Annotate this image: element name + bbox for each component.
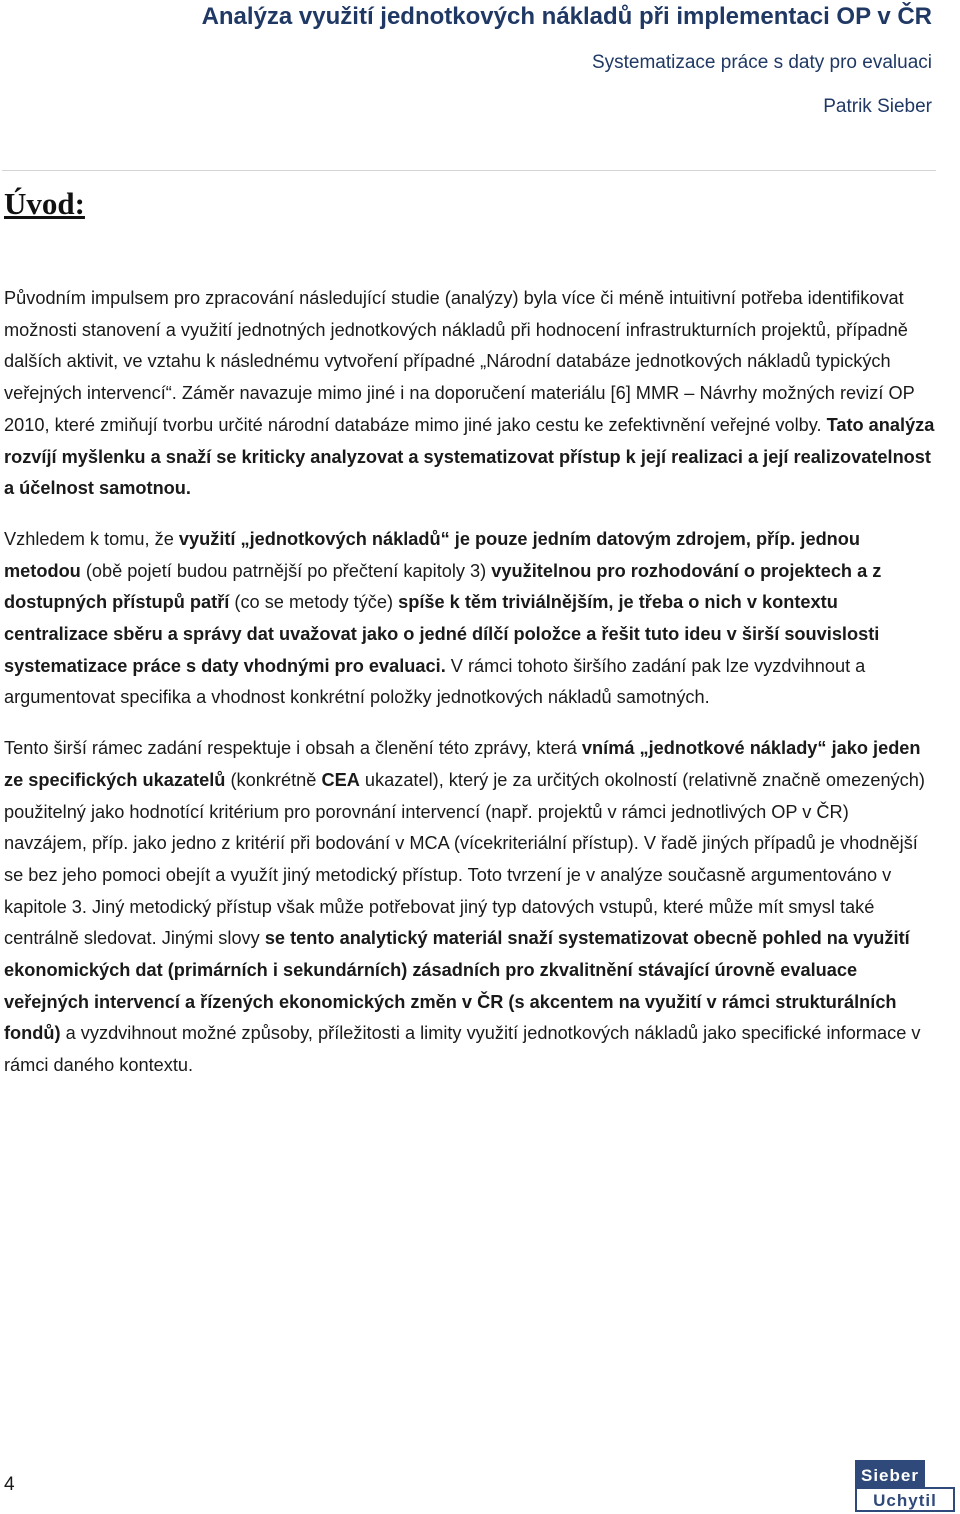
page-number: 4 xyxy=(4,1474,15,1495)
paragraph-2-text-d: V rámci tohoto širšího zadání pak lze vyzdvihnout a argumentovat specifika a vhodnost konkrétní položky jednotkových nákladů samotných. xyxy=(4,655,866,708)
logo-line-2: Uchytil xyxy=(873,1491,937,1510)
paragraph-3-text-a: Tento širší rámec zadání respektuje i obsah a členění této zprávy, která xyxy=(4,738,582,759)
paragraph-2-bold-a: využití „jednotkových nákladů“ je pouze jedním datovým zdrojem, příp. jednou metodou xyxy=(4,528,861,581)
paragraph-2-text-a: Vzhledem k tomu, že xyxy=(4,528,179,549)
header-divider xyxy=(2,170,936,171)
paragraph-2-text-b: (obě pojetí budou patrnější po přečtení kapitoly 3) xyxy=(80,560,492,581)
paragraph-3-text-b: (konkrétně xyxy=(225,769,322,790)
paragraph-3 xyxy=(4,733,936,1082)
logo-line-1: Sieber xyxy=(861,1466,919,1485)
paragraph-2 xyxy=(4,524,936,714)
paragraph-1-bold: Tato analýza rozvíjí myšlenku a snaží se kriticky analyzovat a systematizovat přístup k její realizaci a její realizovatelnost a účelnost samotnou. xyxy=(4,414,935,499)
paragraph-1-text-a: Původním impulsem pro zpracování následující studie (analýzy) byla více či méně intuitivní potřeba identifikovat možnosti stanovení a využití jednotných jednotkových nákladů při hodnocení infrastrukturních projektů, případně dalších aktivit, ve vztahu k následnému vytvoření případné „Národní databáze jednotkových nákladů typických veřejných intervencí“. xyxy=(4,288,908,404)
paragraph-3-text-c: ukazatel), který je za určitých okolností (relativně značně omezených) použitelný jako hodnotící kritérium pro porovnání intervencí (např. projektů v rámci jednotlivých OP v ČR) navzájem, příp. jako jedno z kritérií při bodování v MCA (vícekriteriální přístup). V řadě jiných případů je vhodnější se bez jeho pomoci obejít a využít jiný metodický přístup. Toto tvrzení je v analýze současně argumentováno v kapitole 3. Jiný metodický přístup však může potřebovat jiný typ datových vstupů, které může mít smysl také centrálně sledovat. Jinými slovy xyxy=(4,769,925,949)
section-title: Úvod: xyxy=(4,186,85,221)
document-subtitle: Systematizace práce s daty pro evaluaci xyxy=(591,52,932,73)
paragraph-3-bold-b: CEA xyxy=(321,769,360,790)
paragraph-1-text-b: Záměr navazuje mimo jiné i na doporučení materiálu [6] MMR – Návrhy možných revizí OP 2010, které zmiňují tvorbu určité národní databáze mimo jiné jako cestu ke zefektivnění veřejné volby. xyxy=(4,383,915,435)
paragraph-3-bold-a: vnímá „jednotkové náklady“ jako jeden ze specifických ukazatelů xyxy=(4,738,921,790)
paragraph-2-bold-b: využitelnou pro rozhodování o projektech a z dostupných přístupů patří xyxy=(4,560,882,613)
document-header xyxy=(0,0,932,117)
paragraph-1 xyxy=(4,283,936,505)
company-logo xyxy=(855,1460,955,1512)
paragraph-2-text-c: (co se metody týče) xyxy=(229,592,399,613)
paragraph-3-text-d: a vyzdvihnout možné způsoby, příležitosti a limity využití jednotkových nákladů jako specifické informace v rámci daného kontextu. xyxy=(4,1023,921,1076)
author-name: Patrik Sieber xyxy=(823,96,932,117)
document-title: Analýza využití jednotkových nákladů při implementaci OP v ČR xyxy=(201,3,932,30)
document-body xyxy=(4,283,936,1101)
paragraph-2-bold-c: spíše k těm triviálnějším, je třeba o nich v kontextu centralizace sběru a správy dat uvažovat jako o jedné dílčí položce a řešit tuto ideu v širší souvislosti systematizace práce s daty vhodnými pro evaluaci. xyxy=(4,592,880,676)
paragraph-3-bold-c: se tento analytický materiál snaží systematizovat obecně pohled na využití ekonomických dat (primárních i sekundárních) zásadních pro zkvalitnění stávající úrovně evaluace veřejných intervencí a řízených ekonomických změn v ČR (s akcentem na využití v rámci strukturálních fondů) xyxy=(4,928,910,1044)
